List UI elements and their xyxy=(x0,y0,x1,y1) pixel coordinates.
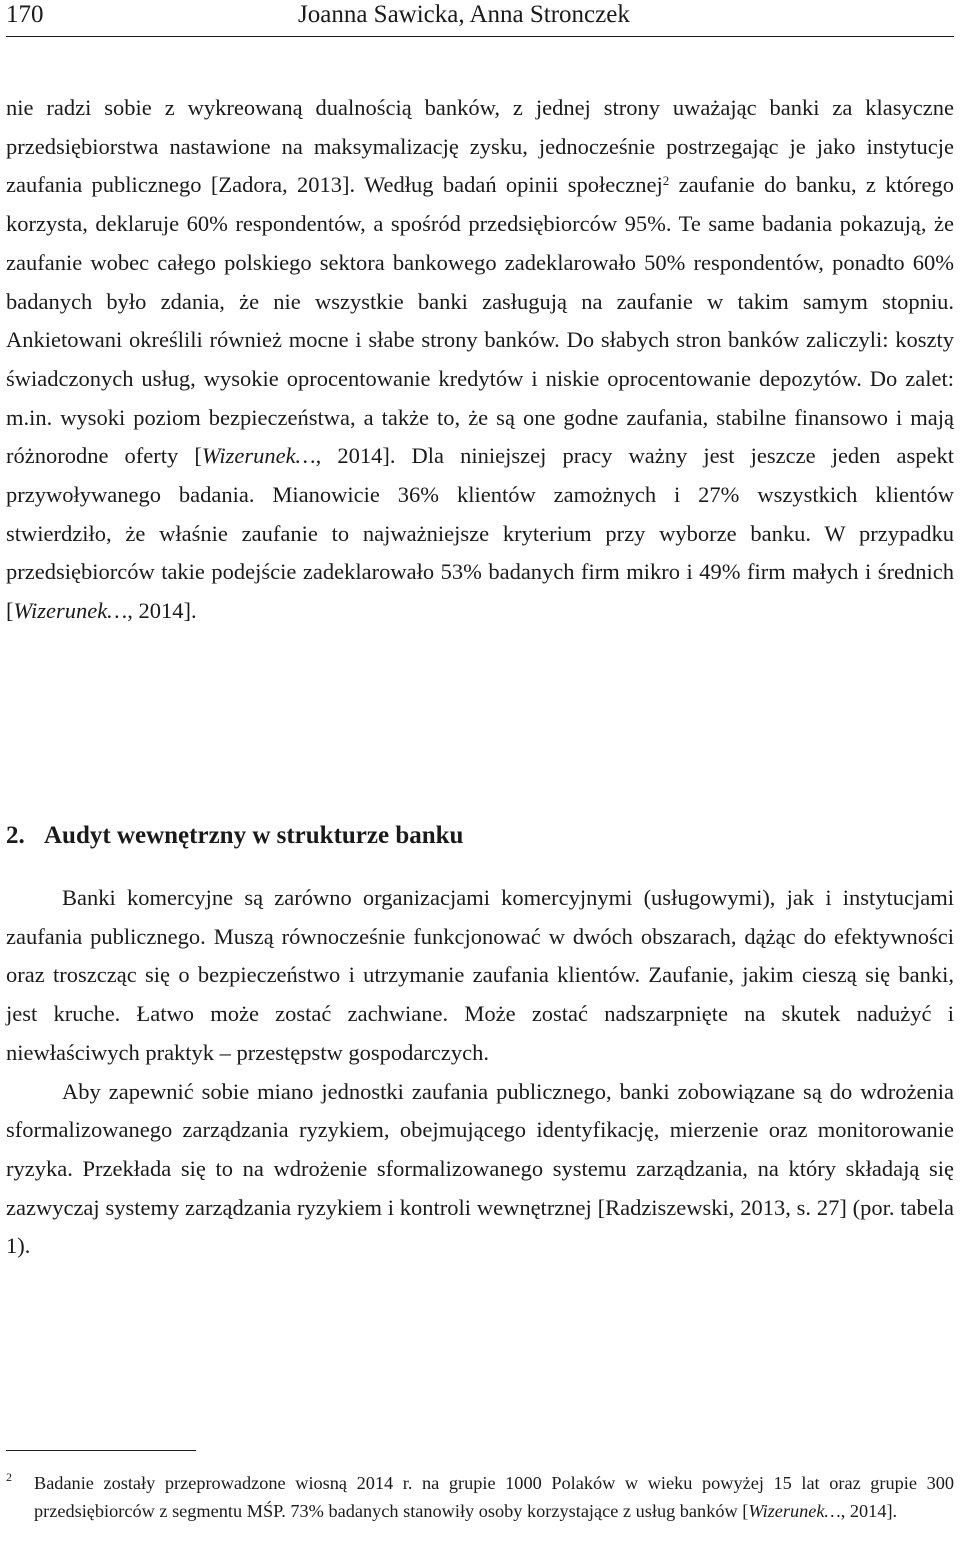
running-header xyxy=(6,0,954,37)
body-paragraph-2: Banki komercyjne są zarówno organizacjami komercyjnymi (usługowymi), jak i instytucjami zaufania publicznego. Muszą równocześnie funkcjonować w dwóch obszarach, dążąc do efektywności oraz troszcząc się o bezpieczeństwo i utrzymanie zaufania klientów. Zaufanie, jakim cieszą się banki, jest kruche. Łatwo może zostać zachwiane. Może zostać nadszarpnięte na skutek nadużyć i niewłaściwych praktyk – przestępstw gospodarczych. xyxy=(6,885,954,1065)
footnote-part-2: , 2014]. xyxy=(840,1500,898,1521)
footnote xyxy=(6,1470,954,1525)
section-body xyxy=(6,879,954,1266)
citation-italic: Wizerunek… xyxy=(748,1500,841,1521)
footnote-mark: 2 xyxy=(6,1470,12,1484)
paragraph-1-part-2: zaufanie do banku, z którego korzysta, deklaruje 60% respondentów, a spośród przedsiębiorców 95%. Te same badania pokazują, że zaufanie wobec całego polskiego sektora bankowego zadeklarowało 50% respondentów, ponadto 60% badanych było zdania, że nie wszystkie banki zasługują na zaufanie w takim samym stopniu. Ankietowani określili również mocne i słabe strony banków. Do słabych stron banków zaliczyli: koszty świadczonych usług, wysokie oprocentowanie kredytów i niskie oprocentowanie depozytów. Do zalet: m.in. wysoki poziom bezpieczeństwa, a także to, że są one godne zaufania, stabilne finansowo i mają różnorodne oferty [ xyxy=(6,172,954,469)
section-title: Audyt wewnętrzny w strukturze banku xyxy=(44,822,464,849)
citation-italic: Wizerunek… xyxy=(13,598,128,624)
footnote-part-1: Badanie zostały przeprowadzone wiosną 2014 r. na grupie 1000 Polaków w wieku powyżej 15 lat oraz grupie 300 przedsiębiorców z segmentu MŚP. 73% badanych stanowiły osoby korzystające z usług banków [ xyxy=(34,1473,954,1521)
page-number: 170 xyxy=(6,1,44,28)
paragraph-1-part-3: , 2014]. Dla niniejszej pracy ważny jest jeszcze jeden aspekt przywoływanego badania. Mianowicie 36% klientów zamożnych i 27% wszystkich klientów stwierdziło, że właśnie zaufanie to najważniejsze kryterium przy wyborze banku. W przypadku przedsiębiorców takie podejście zadeklarowało 53% badanych firm mikro i 49% firm małych i średnich [ xyxy=(6,443,954,624)
section-heading xyxy=(6,816,954,856)
footnote-reference[interactable]: 2 xyxy=(662,173,670,189)
footnote-divider xyxy=(6,1450,196,1451)
running-head-authors: Joanna Sawicka, Anna Stronczek xyxy=(298,1,630,28)
paragraph-1-part-4: , 2014]. xyxy=(127,598,197,624)
paragraph-1-part-1: nie radzi sobie z wykreowaną dualnością banków, z jednej strony uważając banki za klasyczne przedsiębiorstwa nastawione na maksymalizację zysku, jednocześnie postrzegając je jako instytucje zaufania publicznego [Zadora, 2013]. Według badań opinii społecznej xyxy=(6,95,954,198)
section-number: 2. xyxy=(6,822,25,849)
body-paragraph-1 xyxy=(6,89,954,631)
footnote-text xyxy=(34,1470,954,1525)
body-paragraph-3: Aby zapewnić sobie miano jednostki zaufania publicznego, banki zobowiązane są do wdrożenia sformalizowanego zarządzania ryzykiem, obejmującego identyfikację, mierzenie oraz monitorowanie ryzyka. Przekłada się to na wdrożenie sformalizowanego systemu zarządzania, na który składają się zazwyczaj systemy zarządzania ryzykiem i kontroli wewnętrznej [Radziszewski, 2013, s. 27] (por. tabela 1). xyxy=(6,1078,954,1259)
citation-italic: Wizerunek… xyxy=(201,443,316,469)
paragraph-text xyxy=(6,89,954,631)
